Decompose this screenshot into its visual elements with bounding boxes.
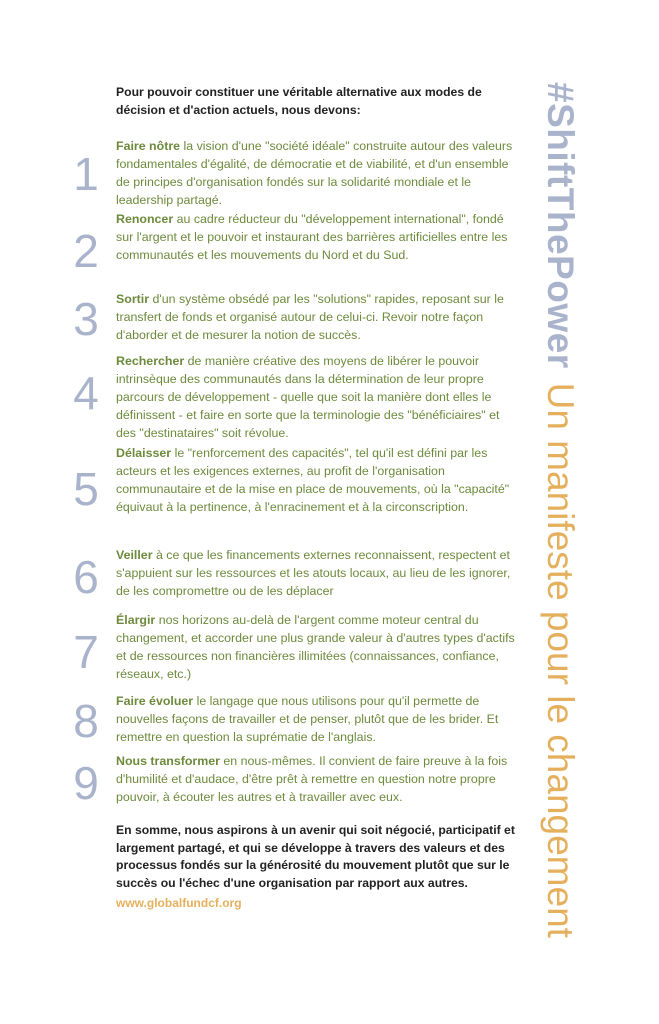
manifesto-item-6 [73,546,516,603]
manifesto-item-3 [73,290,516,345]
item-number: 1 [73,148,99,200]
item-number: 7 [73,626,99,678]
manifesto-item-4 [73,352,516,442]
item-text [116,611,516,683]
side-title [540,82,581,938]
item-keyword: Faire nôtre [116,139,181,153]
manifesto-item-7 [73,611,516,683]
item-body: le langage que nous utilisons pour qu'il permette de nouvelles façons de travailler et de penser, plutôt que de les brider. Et remettre en question la suprématie de l'anglais. [116,694,499,744]
closing-text: En somme, nous aspirons à un avenir qui soit négocié, participatif et largement partagé, et qui se développe à travers des valeurs et des processus fondés sur la générosité du mouvement plutôt que sur le succès ou l'échec d'une organisation par rapport aux autres. [116,823,515,890]
item-body: de manière créative des moyens de libérer le pouvoir intrinsèque des communautés dans la détermination de leur propre parcours de développement - quelle que soit la manière dont elles le définissent - et faire en sorte que la terminologie des "bénéficiaires" et des "destinataires" soit révolue. [116,354,500,440]
manifesto-item-8 [73,692,516,747]
item-number: 3 [73,293,99,345]
item-text [116,752,516,806]
item-body: nos horizons au-delà de l'argent comme moteur central du changement, et accorder une plus grande valeur à d'autres types d'actifs et de ressources non financières illimitées (connaissances, confiance, réseaux, etc.) [116,613,515,681]
hashtag-title: #ShiftThePower [540,82,581,369]
manifesto-item-5 [73,444,516,516]
manifesto-item-2 [73,210,516,277]
item-text [116,210,516,264]
item-number: 9 [73,757,99,809]
item-number: 4 [73,367,99,419]
manifesto-item-1 [73,137,516,209]
item-text [116,444,516,516]
item-text [116,546,516,600]
intro-text: Pour pouvoir constituer une véritable alternative aux modes de décision et d'action actuels, nous devons: [116,85,482,117]
item-number: 6 [73,551,99,603]
item-body: au cadre réducteur du "développement international", fondé sur l'argent et le pouvoir et instaurant des barrières artificielles entre les communautés et les mouvements du Nord et du Sud. [116,212,508,262]
item-body: la vision d'une "société idéale" construite autour des valeurs fondamentales d'égalité, de démocratie et de viabilité, et d'un ensemble de principes d'organisation fondés sur la solidarité mondiale et le leadership partagé. [116,139,513,207]
item-keyword: Nous transformer [116,754,220,768]
item-keyword: Renoncer [116,212,174,226]
item-number: 5 [73,463,99,515]
manifesto-subtitle: Un manifeste pour le changement [540,382,581,938]
item-keyword: Délaisser [116,446,172,460]
item-keyword: Sortir [116,292,150,306]
manifesto-item-9 [73,752,516,809]
item-body: le "renforcement des capacités", tel qu'il est défini par les acteurs et les exigences externes, au profit de l'organisation communautaire et de la mise en place de mouvements, où la "capacité" équivaut à la pertinence, à l'enracinement et à la circonscription. [116,446,510,514]
item-keyword: Faire évoluer [116,694,194,708]
item-keyword: Rechercher [116,354,185,368]
item-text [116,352,516,442]
item-text [116,137,516,209]
item-number: 2 [73,225,99,277]
item-keyword: Veiller [116,548,153,562]
item-body: d'un système obsédé par les "solutions" rapides, reposant sur le transfert de fonds et organisé autour de celui-ci. Revoir notre façon d'aborder et de mesurer la notion de succès. [116,292,504,342]
item-body: en nous-mêmes. Il convient de faire preuve à la fois d'humilité et d'audace, d'être prêt à remettre en question notre propre pouvoir, à écouter les autres et à travailler avec eux. [116,754,508,804]
item-keyword: Élargir [116,613,156,627]
item-text [116,290,516,344]
website-link[interactable]: www.globalfundcf.org [116,896,242,910]
item-number: 8 [73,695,99,747]
item-body: à ce que les financements externes reconnaissent, respectent et s'appuient sur les ressources et les atouts locaux, au lieu de les ignorer, de les compromettre ou de les déplacer [116,548,511,598]
item-text [116,692,516,746]
